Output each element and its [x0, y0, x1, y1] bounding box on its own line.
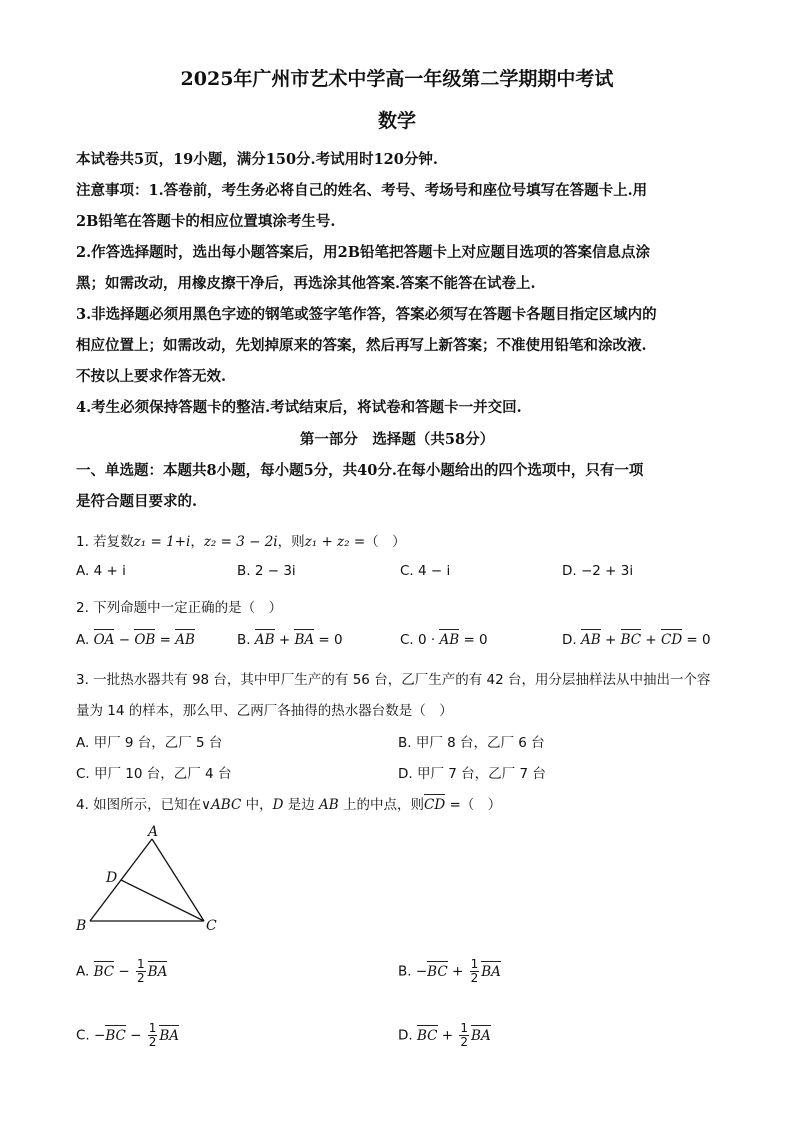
z2-expr: z₂ = 3 − 2i: [203, 534, 278, 550]
section-heading-b: 是符合题目要求的.: [76, 493, 198, 510]
instruction-3a: 3.非选择题必须用黑色字迹的钢笔或签字笔作答，答案必须写在答题卡各题目指定区域内的: [76, 306, 657, 323]
vertex-label-c: C: [206, 918, 217, 934]
exam-title: 2025年广州市艺术中学高一年级第二学期期中考试: [180, 68, 614, 90]
z1-expr: z₁ = 1+i: [133, 534, 191, 550]
vertex-label-a: A: [148, 824, 159, 840]
sum-expr: z₁ + z₂ =: [304, 534, 366, 550]
instruction-2b: 黑；如需改动，用橡皮擦干净后，再选涂其他答案.答案不能答在试卷上.: [76, 275, 536, 292]
instruction-4: 4.考生必须保持答题卡的整洁.考试结束后，将试卷和答题卡一并交回.: [76, 399, 522, 416]
q1-option-b: B. 2 − 3i: [237, 563, 296, 579]
part-title: 第一部分 选择题（共58分）: [299, 431, 495, 448]
q3-option-a: A. 甲厂 9 台，乙厂 5 台: [76, 735, 223, 751]
question-3-stem-b: 量为 14 的样本，那么甲、乙两厂各抽得的热水器台数是（ ）: [76, 703, 453, 719]
instruction-1: [76, 179, 726, 200]
instruction-1a: 1.答卷前，考生务必将自己的姓名、考号、考场号和座位号填写在答题卡上.用: [148, 182, 648, 199]
fraction-half: $\frac{1}{2}$: [460, 1021, 469, 1049]
subject-title: 数学: [377, 110, 416, 132]
q4-option-c: C. −BC − $\frac{1}{2}$ BA: [76, 1021, 180, 1049]
q4-option-a: A. BC − $\frac{1}{2}$ BA: [76, 957, 168, 985]
q3-option-c: C. 甲厂 10 台，乙厂 4 台: [76, 766, 232, 782]
question-4-stem: 4. 如图所示，已知在∨ABC 中，D 是边 AB 上的中点，则CD =（ ）: [76, 797, 502, 813]
triangle-figure: [72, 820, 232, 938]
vertex-label-b: B: [76, 918, 87, 934]
question-3-stem-a: 3. 一批热水器共有 98 台，其中甲厂生产的有 56 台，乙厂生产的有 42 台，用分层抽样法从中抽出一个容: [76, 672, 711, 688]
q3-option-d: D. 甲厂 7 台，乙厂 7 台: [398, 766, 546, 782]
instruction-1b: 2B铅笔在答题卡的相应位置填涂考生号.: [76, 213, 336, 230]
note-label: 注意事项：: [76, 182, 149, 199]
question-2-stem: 2. 下列命题中一定正确的是（ ）: [76, 600, 283, 616]
q4-option-d: D. BC + $\frac{1}{2}$ BA: [398, 1021, 491, 1049]
section-heading-a: 一、单选题：本题共8小题，每小题5分，共40分.在每小题给出的四个选项中，只有一项: [76, 462, 644, 479]
q1-option-d: D. −2 + 3i: [562, 563, 634, 579]
fraction-half: $\frac{1}{2}$: [148, 1021, 157, 1049]
fraction-half: $\frac{1}{2}$: [470, 957, 479, 985]
point-label-d: D: [106, 870, 118, 886]
instruction-3b: 相应位置上；如需改动，先划掉原来的答案，然后再写上新答案；不准使用铅笔和涂改液.: [76, 337, 647, 354]
q3-option-b: B. 甲厂 8 台，乙厂 6 台: [398, 735, 545, 751]
instruction-3c: 不按以上要求作答无效.: [76, 368, 227, 385]
q2-option-c: C. 0 · AB = 0: [400, 632, 488, 648]
fraction-half: $\frac{1}{2}$: [137, 957, 145, 985]
q2-option-d: D. AB + BC + CD = 0: [562, 632, 711, 648]
q2-option-b: B. AB + BA = 0: [237, 632, 343, 648]
q1-option-a: A. 4 + i: [76, 563, 126, 579]
question-1-stem: 1. 若复数z₁ = 1+i，z₂ = 3 − 2i，则z₁ + z₂ =（ ）: [76, 534, 406, 550]
q2-option-a: A. OA − OB = AB: [76, 632, 195, 648]
instruction-2a: 2.作答选择题时，选出每小题答案后，用2B铅笔把答题卡上对应题目选项的答案信息点涂: [76, 244, 650, 261]
q1-option-c: C. 4 − i: [400, 563, 451, 579]
exam-summary: 本试卷共5页，19小题，满分150分.考试用时120分钟.: [76, 151, 438, 168]
q4-option-b: B. −BC + $\frac{1}{2}$ BA: [398, 957, 501, 985]
